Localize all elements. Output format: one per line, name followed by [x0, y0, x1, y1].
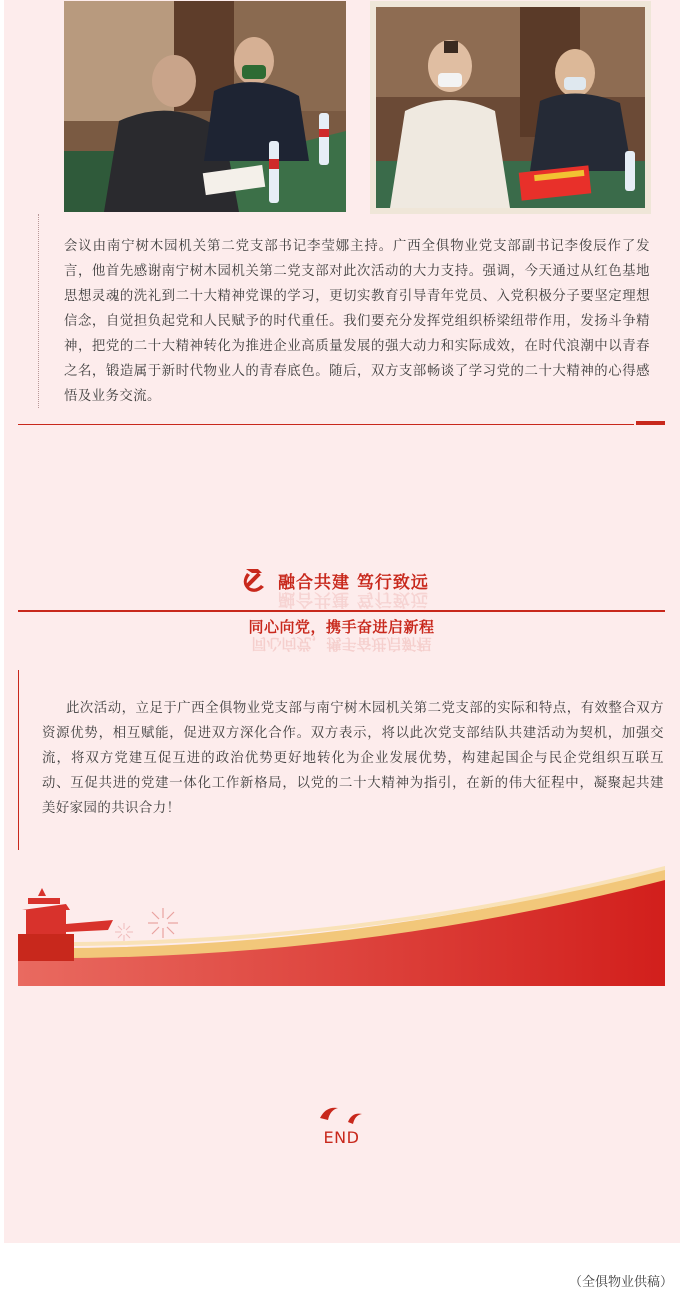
cooperation-paragraph: 此次活动，立足于广西全俱物业党支部与南宁树木园机关第二党支部的实际和特点，有效整合双方资源优势，相互赋能，促进双方深化合作。双方表示，将以此次党支部结队共建活动为契机，加强交流，将双方党建互促互进的政治优势更好地转化为企业发展优势，构建起国企与民企党组织互联互动、互促共进的党建一体化工作新格局，以党的二十大精神为指引，在新的伟大征程中，凝聚起共建美好家园的共识合力！ — [42, 701, 664, 816]
section-divider-accent — [636, 421, 665, 425]
left-dotted-line — [38, 214, 39, 408]
section-title: 融合共建 笃行致远 — [278, 573, 429, 593]
credit-text: （全俱物业供稿） — [568, 1275, 673, 1290]
section-divider-top — [18, 424, 634, 425]
tiananmen-icon — [18, 886, 113, 965]
title-underline — [18, 610, 665, 612]
section-subtitle: 同心向党，携手奋进启新程 — [248, 618, 435, 636]
party-emblem-icon — [238, 563, 270, 595]
firework-icon — [114, 922, 134, 946]
end-label: END — [323, 1128, 360, 1147]
bird-icon — [318, 1102, 364, 1130]
meeting-photo-right — [370, 1, 651, 214]
section-subtitle-reflection: 同心向党，携手奋进启新程 — [251, 635, 432, 653]
section-title-block — [238, 563, 458, 609]
firework-icon — [146, 906, 180, 944]
section-title-reflection: 融合共建 笃行致远 — [278, 589, 429, 609]
left-accent-line — [18, 670, 19, 850]
meeting-paragraph: 会议由南宁树木园机关第二党支部书记李莹娜主持。广西全俱物业党支部副书记李俊辰作了发言，他首先感谢南宁树木园机关第二党支部对此次活动的大力支持。强调，今天通过从红色基地思想灵魂的洗礼到二十大精神党课的学习，更切实教育引导青年党员、入党积极分子要坚定理想信念，自觉担负起党和人民赋予的时代重任。我们要充分发挥党组织桥梁纽带作用，发扬斗争精神，把党的二十大精神转化为推进企业高质量发展的强大动力和实际成效，在时代浪潮中以青春之名，锻造属于新时代物业人的青春底色。随后，双方支部畅谈了学习党的二十大精神的心得感悟及业务交流。 — [64, 239, 650, 404]
decorative-banner — [18, 866, 665, 986]
meeting-photo-left — [64, 1, 346, 212]
